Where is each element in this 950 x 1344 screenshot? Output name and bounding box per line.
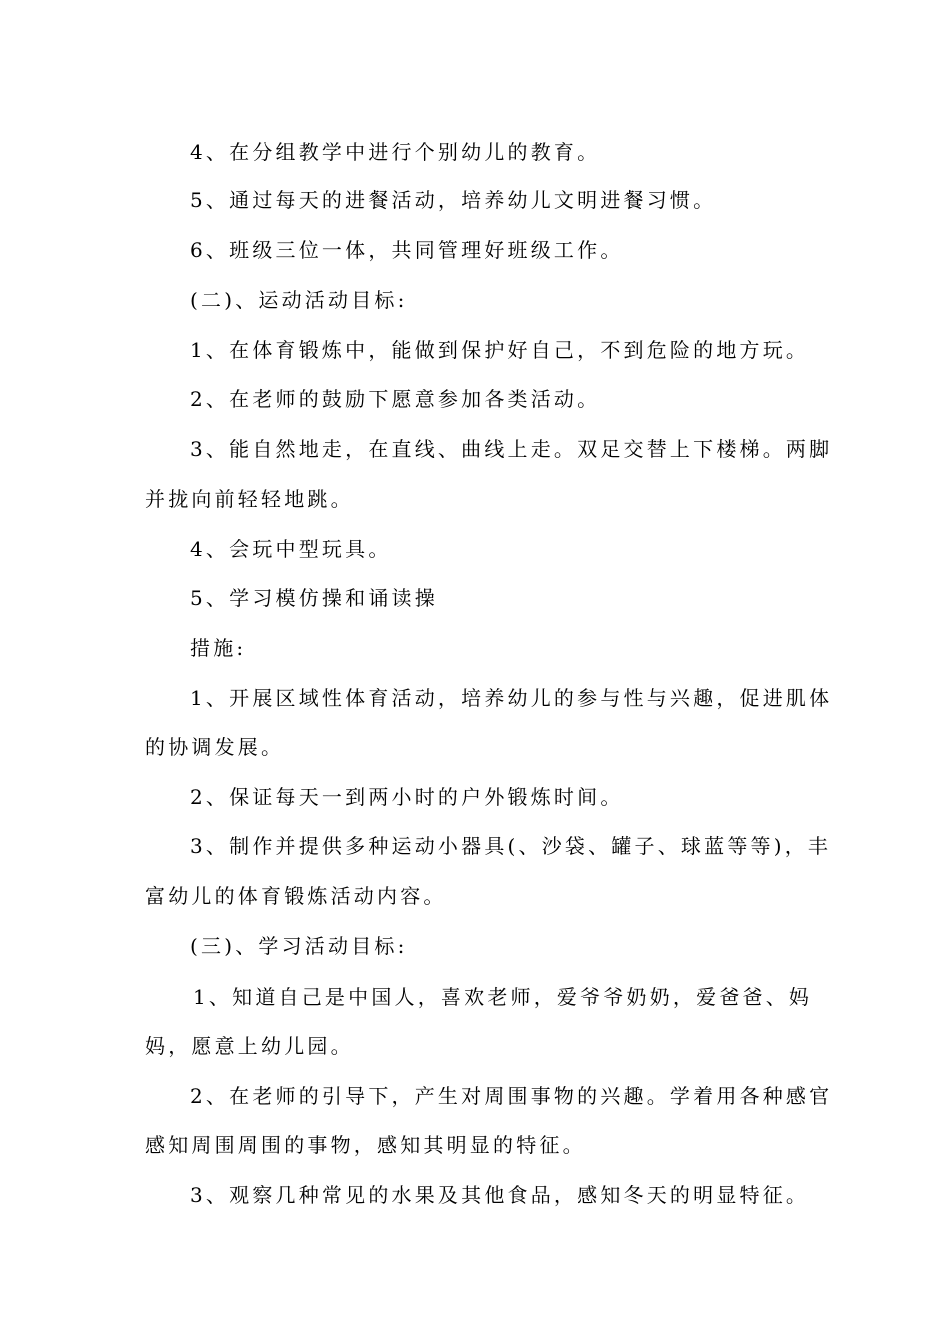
- paragraph-line: 1、在体育锻炼中，能做到保护好自己，不到危险的地方玩。: [190, 338, 810, 362]
- paragraph-line: 4、在分组教学中进行个别幼儿的教育。: [190, 140, 601, 164]
- paragraph-line: 4、会玩中型玩具。: [190, 537, 392, 561]
- paragraph-line: 3、制作并提供多种运动小器具(、沙袋、罐子、球蓝等等)，丰: [190, 834, 832, 858]
- paragraph-line: 6、班级三位一体，共同管理好班级工作。: [190, 238, 624, 262]
- paragraph-line: 妈，愿意上幼儿园。: [145, 1034, 354, 1058]
- paragraph-line: 并拢向前轻轻地跳。: [145, 487, 354, 511]
- section-heading: (二)、运动活动目标:: [190, 288, 408, 312]
- paragraph-line: 3、观察几种常见的水果及其他食品，感知冬天的明显特征。: [190, 1183, 810, 1207]
- paragraph-line: 2、在老师的鼓励下愿意参加各类活动。: [190, 387, 601, 411]
- section-heading: (三)、学习活动目标:: [190, 934, 408, 958]
- paragraph-line: 富幼儿的体育锻炼活动内容。: [145, 884, 447, 908]
- section-label: 措施:: [190, 636, 247, 660]
- paragraph-line: 1、开展区域性体育活动，培养幼儿的参与性与兴趣，促进肌体: [190, 686, 833, 710]
- paragraph-line: 3、能自然地走，在直线、曲线上走。双足交替上下楼梯。两脚: [190, 437, 833, 461]
- paragraph-line: 5、通过每天的进餐活动，培养幼儿文明进餐习惯。: [190, 188, 717, 212]
- paragraph-line: 2、保证每天一到两小时的户外锻炼时间。: [190, 785, 624, 809]
- paragraph-line: 感知周围周围的事物，感知其明显的特征。: [145, 1133, 586, 1157]
- paragraph-line: 2、在老师的引导下，产生对周围事物的兴趣。学着用各种感官: [190, 1084, 833, 1108]
- paragraph-line: 5、学习模仿操和诵读操: [190, 586, 438, 610]
- paragraph-line: 1、知道自己是中国人，喜欢老师，爱爷爷奶奶，爱爸爸、妈: [193, 985, 813, 1009]
- paragraph-line: 的协调发展。: [145, 735, 285, 759]
